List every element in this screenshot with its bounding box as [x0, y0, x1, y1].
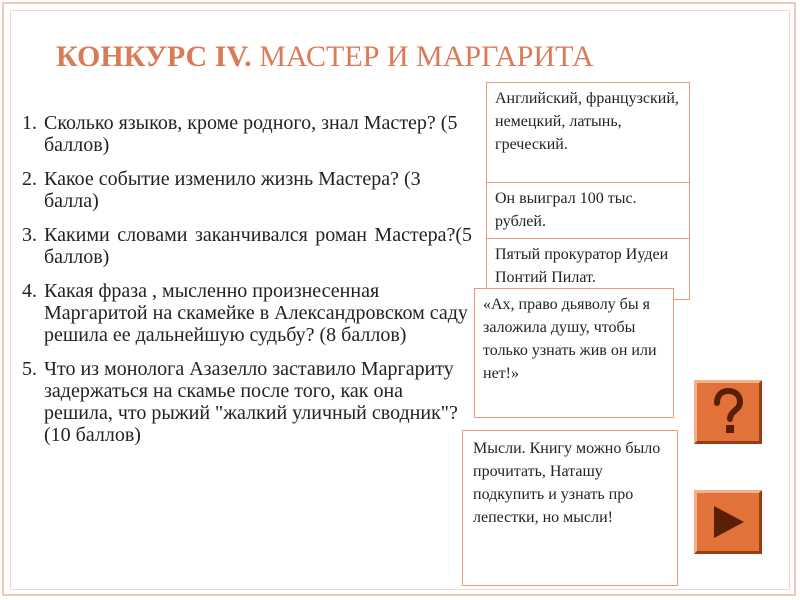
question-text: Какая фраза , мысленно произнесенная Маргаритой на скамейке в Александровском саду решила ее дальнейшую судьбу? (8 баллов): [44, 280, 468, 346]
question-text: Сколько языков, кроме родного, знал Мастер? (5 баллов): [44, 112, 458, 156]
title-contest-number: КОНКУРС IV.: [56, 40, 252, 73]
next-slide-button[interactable]: [694, 490, 762, 554]
question-number: 3.: [22, 224, 37, 246]
question-text: Какими словами заканчивался роман Мастера?(5 баллов): [44, 224, 472, 268]
slide-title: [56, 40, 594, 74]
question-list: [22, 112, 472, 458]
question-number: 5.: [22, 358, 37, 380]
play-arrow-icon: [708, 502, 748, 542]
answer-text: Он выиграл 100 тыс. рублей.: [495, 190, 637, 230]
answer-text: Английский, французский, немецкий, латынь, греческий.: [495, 90, 679, 153]
question-text: Какое событие изменило жизнь Мастера? (3 балла): [44, 168, 421, 212]
question-mark-icon: [708, 388, 748, 436]
answer-text: Мысли. Книгу можно было прочитать, Наташу подкупить и узнать про лепестки, но мысли!: [473, 440, 661, 526]
answer-box-4: [474, 288, 674, 418]
answer-text: «Ах, право дьяволу бы я заложила душу, чтобы только узнать жив он или нет!»: [483, 296, 657, 382]
answer-box-5: [462, 430, 678, 586]
title-topic: МАСТЕР И МАРГАРИТА: [251, 40, 594, 73]
answer-box-2: [486, 182, 690, 242]
answer-text: Пятый прокуратор Иудеи Понтий Пилат.: [495, 246, 669, 286]
help-button[interactable]: [694, 380, 762, 444]
question-1: [22, 112, 472, 156]
question-2: [22, 168, 472, 212]
question-number: 1.: [22, 112, 37, 134]
question-5: [22, 358, 472, 446]
question-text: Что из монолога Азазелло заставило Маргариту задержаться на скамье после того, как она решила, что рыжий "жалкий уличный сводник"? (10 баллов): [44, 358, 458, 446]
question-4: [22, 280, 472, 346]
answer-box-1: [486, 82, 690, 186]
question-3: [22, 224, 472, 268]
question-number: 4.: [22, 280, 37, 302]
question-number: 2.: [22, 168, 37, 190]
